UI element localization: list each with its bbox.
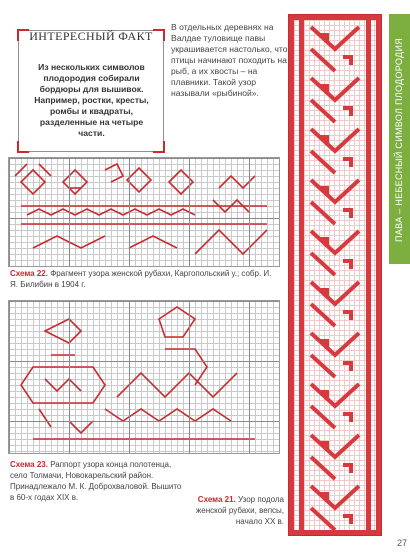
corner-ornament bbox=[153, 141, 165, 153]
fact-box bbox=[18, 30, 164, 152]
scheme22-pattern bbox=[9, 158, 279, 266]
intro-paragraph: В отдельных деревнях на Валдае туловище павы украшивается настолько, что птицы начинают походить на рыб, а их хвосты – на плавники. Такой узор называли «рыбиной». bbox=[171, 22, 288, 98]
scheme21-text: Узор подола женской рубахи, вепсы, начало XX в. bbox=[195, 495, 284, 526]
scheme23-pattern bbox=[9, 301, 279, 453]
side-tab bbox=[389, 0, 410, 554]
scheme22-caption bbox=[10, 268, 278, 290]
corner-ornament bbox=[17, 141, 29, 153]
scheme22-label: Схема 22. bbox=[10, 269, 48, 278]
scheme23-caption bbox=[10, 459, 186, 503]
scheme22-text: Фрагмент узора женской рубахи, Каргопольский у.; собр. И. Я. Билибин в 1904 г. bbox=[10, 269, 272, 289]
page-number: 27 bbox=[396, 538, 407, 548]
scheme23-grid bbox=[8, 300, 280, 454]
scheme21-pattern bbox=[289, 15, 381, 535]
scheme21-label: Схема 21. bbox=[197, 495, 236, 504]
fact-title: ИНТЕРЕСНЫЙ ФАКТ bbox=[29, 29, 153, 43]
chapter-title: ПАВА – НЕБЕСНЫЙ СИМВОЛ ПЛОДОРОДИЯ bbox=[394, 38, 404, 242]
fact-body: Из нескольких символов плодородия собирали бордюры для вышивок. Например, ростки, кресты, ромбы и квадраты, разделенные на четыре части. bbox=[34, 62, 149, 138]
scheme23-label: Схема 23. bbox=[10, 460, 48, 469]
scheme21-band bbox=[288, 14, 382, 536]
scheme21-caption bbox=[188, 494, 284, 527]
scheme22-grid bbox=[8, 157, 280, 267]
scheme23-text: Раппорт узора конца полотенца, село Толмачи, Новокарельский район. Принадлежало М. К. Доброхваловой. Вышито в 60-х годах XIX в. bbox=[10, 460, 182, 502]
